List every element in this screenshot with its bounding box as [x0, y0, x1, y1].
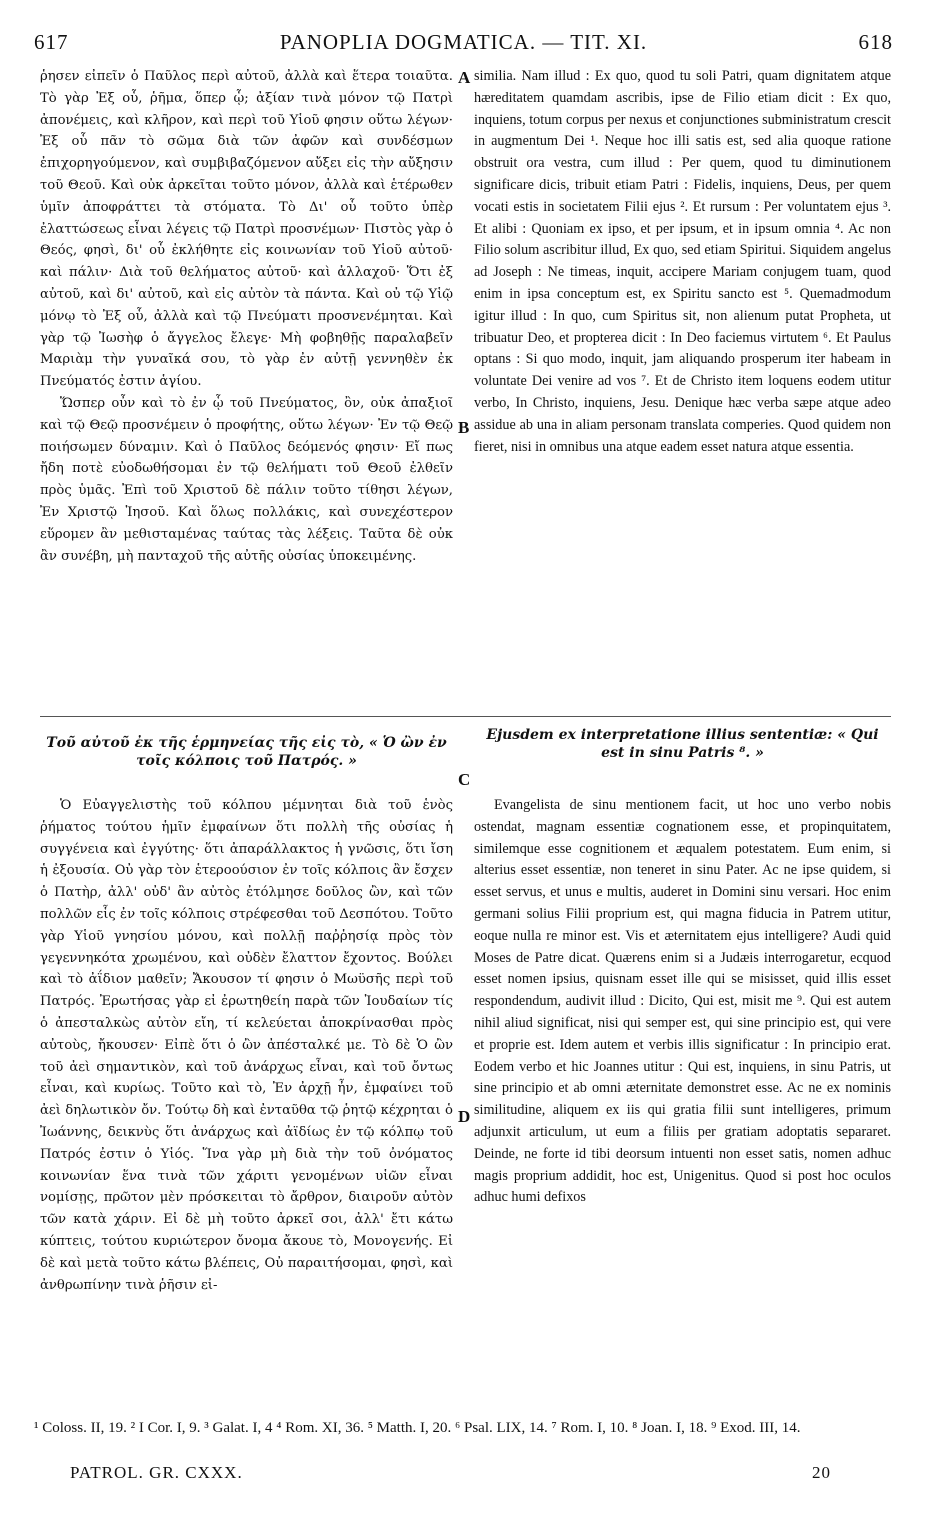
section-divider: [40, 716, 891, 717]
latin-paragraph: Evangelista de sinu mentionem facit, ut hoc uno verbo nobis ostendat, magnam essentiæ cognationem esse, et propinquitatem, similemque esse cognitionem et æqualem potestatem. Eum enim, si alterius esset essentiæ, non teneret in sinu Pater. Ac ne ipse quidem, si esset servus, et unus e multis, auderet in Domini sinu versari. Hoc enim germani solius Filii proprium est, qui magna fiducia in Patrem utitur, eoque nulla re minor est. Vis et æternitatem ejus intelligere? Audi quid Moses de Patre dicat. Quærens enim si a Judæis interrogaretur, ecquod esset nomen ipsius, quisnam esset ille qui se misisset, quid illis esset respondendum, audivit illud : Dicito, Qui est, misit me ⁹. Qui est autem nihil aliud significat, nisi qui semper est, qui sine principio est, qui vere et proprie est. Idem autem et verbis illis significatur : In principio erat. Eodem verbo et hic Joannes utitur : Qui est, inquiens, in sinu Patris, ut sine principio et ab omni æternitate demonstret esse. Ac ne ex nominis similitudine, aliquem ex iis qui gratia filii sunt intelligeres, primum adjunxit articulum, ut eum a filiis per gratiam adoptatis separaret. Deinde, ne forte id tibi deorsum intuenti non esset satis, nomen adhuc magis proprium addidit, hoc est, Unigenitus. Quod si post hoc oculos adhuc humi defixos: [474, 797, 891, 1206]
latin-paragraph: similia. Nam illud : Ex quo, quod tu soli Patri, quam dignitatem atque hæreditatem quamdam ascribis, ipse de Filio etiam dicit : Ex quo, inquiens, totum corpus per nexus et conjunctiones subministratum crescit in augmentum Dei ¹. Neque hoc illi satis est, sed alia quoque ratione obstruit ora vestra, cum illud : Per quem, quod tu diminutionem significare dicis, tribuit etiam Patri : Fidelis, inquiens, Deus, per quem vocati estis in societatem Filii ejus ². Et rursum : Per voluntatem ejus ³. Et alibi : Quoniam ex ipso, et per ipsum, et in ipsum omnia ⁴. Ac non Filio solum ascribitur illud, Ex quo, sed etiam Spiritui. Siquidem angelus ad Joseph : Ne timeas, inquit, accipere Mariam conjugem tuam, quod enim in ipsa conceptum est, ex Spiritu sancto est ⁵. Quemadmodum igitur illud : In quo, cum Spiritus sit, non alienum putat Propheta, ut tribuatur Deo, et propterea dicit : In Deo faciemus virtutem ⁶. Et Paulus optans : Si quo modo, inquit, jam aliquando prosperum iter habeam in voluntate Dei venire ad vos ⁷. Et de Christo item loquens eodem utitur verbo, In Christo, inquiens, Jesu. Denique hæc verba sæpe atque adeo assidue ab una in aliam personam translata comperies. Quod quidem non fieret, nisi in omnibus una atque eadem esset natura atque essentia.: [474, 68, 891, 455]
greek-paragraph: ῥησεν εἰπεῖν ὁ Παῦλος περὶ αὐτοῦ, ἀλλὰ καὶ ἕτερα τοιαῦτα. Τὸ γὰρ Ἐξ οὗ, ῥῆμα, ὅπερ ᾧ; ἀξίαν τινὰ μόνον τῷ Πατρὶ ἀπονέμεις, καὶ κλῆρον, καὶ περὶ τοῦ Υἱοῦ φησιν οὕτω λέγων· Ἐξ οὗ πᾶν τὸ σῶμα διὰ τῶν ἀφῶν καὶ συνδέσμων ἐπιχορηγούμενον, καὶ συμβιβαζόμενον αὔξει εἰς τὴν αὔξησιν τοῦ Θεοῦ. Καὶ οὐκ ἀρκεῖται τοῦτο μόνον, ἀλλὰ καὶ ἑτέρωθεν ὑμῖν ἀποφράττει τὰ στόματα. Τὸ Δι' οὗ τοῦτο ὑπὲρ ἐλαττώσεως εἶναι λέγεις τῷ Πατρὶ προσνέμων· Πιστὸς γὰρ ὁ Θεός, φησὶ, δι' οὗ ἐκλήθητε εἰς κοινωνίαν τοῦ Υἱοῦ αὐτοῦ· καὶ πάλιν· Διὰ τοῦ θελήματος αὐτοῦ· καὶ ἀλλαχοῦ· Ὅτι ἐξ αὐτοῦ, καὶ δι' αὐτοῦ, καὶ εἰς αὐτὸν τὰ πάντα. Καὶ οὐ τῷ Υἱῷ μόνῳ τὸ Ἐξ οὗ, ἀλλὰ καὶ τῷ Πνεύματι προσνενέμηται. Καὶ γὰρ τῷ Ἰωσὴφ ὁ ἄγγελος ἔλεγε· Μὴ φοβηθῇς παραλαβεῖν Μαριὰμ τὴν γυναῖκά σου, τὸ γὰρ ἐν αὐτῇ γεννηθὲν ἐκ Πνεύματός ἐστιν ἁγίου.: [40, 69, 453, 390]
margin-marker-b: B: [458, 418, 470, 437]
greek-paragraph: Ὁ Εὐαγγελιστὴς τοῦ κόλπου μέμνηται διὰ τοῦ ἑνὸς ῥήματος τούτου ἡμῖν ἐμφαίνων ὅτι πολλὴ τῆς οὐσίας ἡ συγγένεια καὶ ἐγγύτης· ὅτι ἀπαράλλακτος ἡ γνῶσις, ὅτι ἴση ἡ ἐξουσία. Οὐ γὰρ τὸν ἑτεροούσιον ἐν τοῖς κόλποις ἂν ἔσχεν ὁ Πατὴρ, ἀλλ' οὐδ' ἂν αὐτὸς ἐτόλμησε δοῦλος ὢν, καὶ τῶν πολλῶν εἷς ἐν τοῖς κόλποις στρέφεσθαι τοῦ Δεσπότου. Τοῦτο γὰρ Υἱοῦ γνησίου μόνου, καὶ πολλῇ παῤῥησίᾳ πρὸς τὸν γεγεννηκότα χρωμένου, καὶ οὐδὲν ἔλαττον ἔχοντος. Βούλει καὶ τὸ ἀΐδιον μαθεῖν; Ἄκουσον τί φησιν ὁ Μωϋσῆς περὶ τοῦ Πατρός. Ἐρωτήσας γὰρ εἰ ἐρωτηθείη παρὰ τῶν Ἰουδαίων τίς ὁ ἀπεσταλκὼς αὐτὸν εἴη, τί κελεύεται ἀποκρίνασθαι πρὸς αὐτοὺς, ἤκουσεν· Εἰπὲ ὅτι ὁ ὢν ἀπέσταλκέ με. Τὸ δὲ Ὁ ὢν τοῦ ἀεὶ σημαντικὸν, καὶ τοῦ ἀνάρχως εἶναι, καὶ τοῦ ὄντως εἶναι, καὶ κυρίως. Τοῦτο καὶ τὸ, Ἐν ἀρχῇ ἦν, ἐμφαίνει τοῦ ἀεὶ δηλωτικὸν ὄν. Τούτῳ δὴ καὶ ἐνταῦθα τῷ ῥητῷ κέχρηται ὁ Ἰωάννης, δεικνὺς ὅτι ἀνάρχως καὶ ἀϊδίως ἐν τῷ κόλπῳ τοῦ Πατρός ἐστιν ὁ Υἱός. Ἵνα γὰρ μὴ διὰ τὴν τοῦ ὀνόματος κοινωνίαν ἕνα τινὰ τῶν χάριτι γενομένων υἱῶν εἶναι νομίσῃς, πρῶτον μὲν πρόσκειται τὸ ἄρθρον, διαιροῦν αὐτὸν τῶν κατὰ χάριν. Εἰ δὲ μὴ τοῦτο ἀρκεῖ σοι, ἀλλ' ἔτι κάτω κύπτεις, τούτου κυριώτερον ὄνομα ἄκουε τὸ, Μονογενής. Εἰ δὲ καὶ μετὰ τοῦτο κάτω βλέπεις, Οὐ παραιτήσομαι, φησὶ, καὶ ἀνθρωπίνην τινὰ ῥῆσιν εἰ-: [40, 798, 453, 1293]
greek-paragraph: Ὥσπερ οὖν καὶ τὸ ἐν ᾧ τοῦ Πνεύματος, ὂν, οὐκ ἀπαξιοῖ καὶ τῷ Θεῷ προσνέμειν ὁ προφήτης, οὕτω λέγων· Ἐν τῷ Θεῷ ποιήσωμεν δύναμιν. Καὶ ὁ Παῦλος δεόμενός φησιν· Εἴ πως ἤδη ποτὲ εὐοδωθήσομαι ἐν τῷ θελήματι τοῦ Θεοῦ ἐλθεῖν πρὸς ὑμᾶς. Ἐπὶ τοῦ Χριστοῦ δὲ πάλιν τοῦτο τίθησι λέγων, Ἐν Χριστῷ Ἰησοῦ. Καὶ ὅλως πολλάκις, καὶ συνεχέστερον εὕρομεν ἂν μεθισταμένας ταύτας τὰς λέξεις. Ταῦτα δὲ οὐκ ἂν συνέβη, μὴ πανταχοῦ τῆς αὐτῆς οὐσίας ὑποκειμένης.: [40, 395, 453, 564]
margin-marker-c: C: [458, 770, 471, 789]
greek-column-top: [40, 66, 453, 711]
page-number-right: 618: [858, 30, 893, 54]
footnotes: ¹ Coloss. II, 19. ² I Cor. I, 9. ³ Galat. I, 4 ⁴ Rom. XI, 36. ⁵ Matth. I, 20. ⁶ Psal. LIX, 14. ⁷ Rom. I, 10. ⁸ Joan. I, 18. ⁹ Exod. III, 14.: [34, 1420, 801, 1436]
running-title: PANOPLIA DOGMATICA. — TIT. XI.: [279, 30, 648, 54]
gathering-number: 20: [812, 1463, 831, 1482]
latin-column-bottom: [474, 795, 891, 1395]
page-header: [34, 30, 893, 60]
margin-marker-d: D: [458, 1107, 471, 1126]
margin-marker-a: A: [458, 68, 471, 87]
signature-mark: PATROL. GR. CXXX.: [70, 1463, 243, 1482]
latin-column-top: [474, 66, 891, 711]
latin-section-heading: Ejusdem ex interpretatione illius sententiæ: « Qui est in sinu Patris ⁸. »: [486, 727, 879, 761]
greek-column-bottom: [40, 795, 453, 1395]
page-number-left: 617: [34, 30, 69, 54]
page-footer: [70, 1463, 831, 1487]
greek-section-heading: Τοῦ αὐτοῦ ἐκ τῆς ἑρμηνείας τῆς εἰς τὸ, « Ὁ ὢν ἐν τοῖς κόλποις τοῦ Πατρός. »: [46, 735, 447, 769]
